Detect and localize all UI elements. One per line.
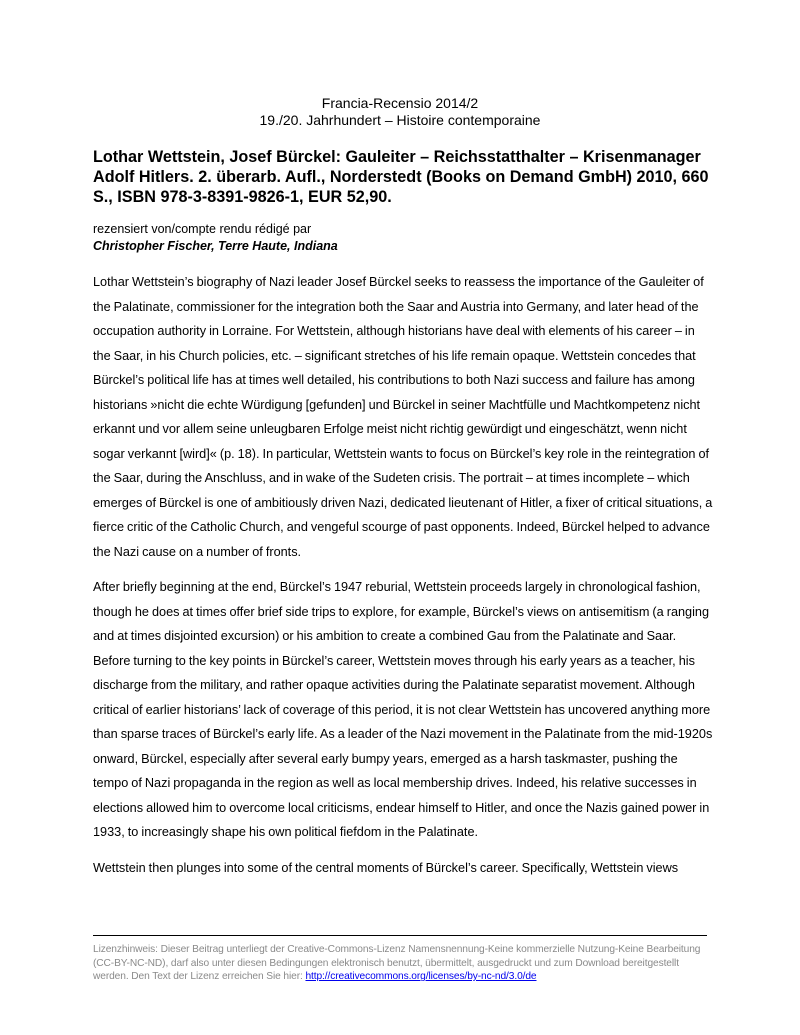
paragraph-1: Lothar Wettstein’s biography of Nazi leader Josef Bürckel seeks to reassess the importance of the Gauleiter of the Palatinate, commissioner for the integration both the Saar and Austria into Germany, and later head of the occupation authority in Lorraine. For Wettstein, although historians have deal with elements of his career – in the Saar, in his Church policies, etc. – significant stretches of his life remain opaque. Wettstein concedes that Bürckel’s political life has at times well detailed, his contributions to both Nazi success and failure has among historians »nicht die echte Würdigung [gefunden] und Bürckel in seiner Machtfülle und Machtkompetenz nicht erkannt und vor allem seine unleugbaren Erfolge meist nicht richtig gewürdigt und eingeschätzt, wenn nicht sogar verkannt [wird]« (p. 18). In particular, Wettstein wants to focus on Bürckel’s key role in the reintegration of the Saar, during the Anschluss, and in wake of the Sudeten crisis. The portrait – at times incomplete – which emerges of Bürckel is one of ambitiously driven Nazi, dedicated lieutenant of Hitler, a fixer of critical situations, a fierce critic of the Catholic Church, and vengeful scourge of past opponents. Indeed, Bürckel helped to advance the Nazi cause on a number of fronts. [93,275,713,559]
reviewer-label: rezensiert von/compte rendu rédigé par [93,222,312,236]
journal-issue: Francia-Recensio 2014/2 [321,95,479,111]
reviewer-block [93,221,713,255]
section-label: 19./20. Jahrhundert – Histoire contemporaine [259,112,541,128]
review-body [93,270,715,891]
page-header [0,95,800,129]
license-link[interactable]: http://creativecommons.org/licenses/by-nc-nd/3.0/de [305,971,537,983]
footer-divider [93,935,707,936]
license-text: Lizenzhinweis: Dieser Beitrag unterliegt der Creative-Commons-Lizenz Namensnennung-Keine kommerzielle Nutzung-Keine Bearbeitung (CC-BY-NC-ND), darf also unter diesen Bedingungen elektronisch benutzt, übermittelt, ausgedruckt und zum Download bereitgestellt werden. Den Text der Lizenz erreichen Sie hier: [93,944,701,983]
license-footer [93,943,713,984]
paragraph-2: After briefly beginning at the end, Bürckel’s 1947 reburial, Wettstein proceeds largely in chronological fashion, though he does at times offer brief side trips to explore, for example, Bürckel’s views on antisemitism (a ranging and at times disjointed excursion) or his ambition to create a combined Gau from the Palatinate and Saar. Before turning to the key points in Bürckel’s career, Wettstein moves through his early years as a teacher, his discharge from the military, and rather opaque activities during the Palatinate separatist movement. Although critical of earlier historians’ lack of coverage of this period, it is not clear Wettstein has uncovered anything more than sparse traces of Bürckel’s early life. As a leader of the Nazi movement in the Palatinate from the mid-1920s onward, Bürckel, especially after several early bumpy years, emerged as a harsh taskmaster, pushing the tempo of Nazi propaganda in the region as well as local membership drives. Indeed, his relative successes in elections allowed him to overcome local criticisms, endear himself to Hitler, and once the Nazis gained power in 1933, to increasingly shape his own political fiefdom in the Palatinate. [93,580,713,839]
reviewer-name: Christopher Fischer, Terre Haute, Indiana [93,239,338,253]
paragraph-3: Wettstein then plunges into some of the central moments of Bürckel’s career. Specifically, Wettstein views [93,860,679,875]
review-title: Lothar Wettstein, Josef Bürckel: Gauleiter – Reichsstatthalter – Krisenmanager Adolf Hitlers. 2. überarb. Aufl., Norderstedt (Books on Demand GmbH) 2010, 660 S., ISBN 978-3-8391-9826-1, EUR 52,90. [93,148,709,206]
